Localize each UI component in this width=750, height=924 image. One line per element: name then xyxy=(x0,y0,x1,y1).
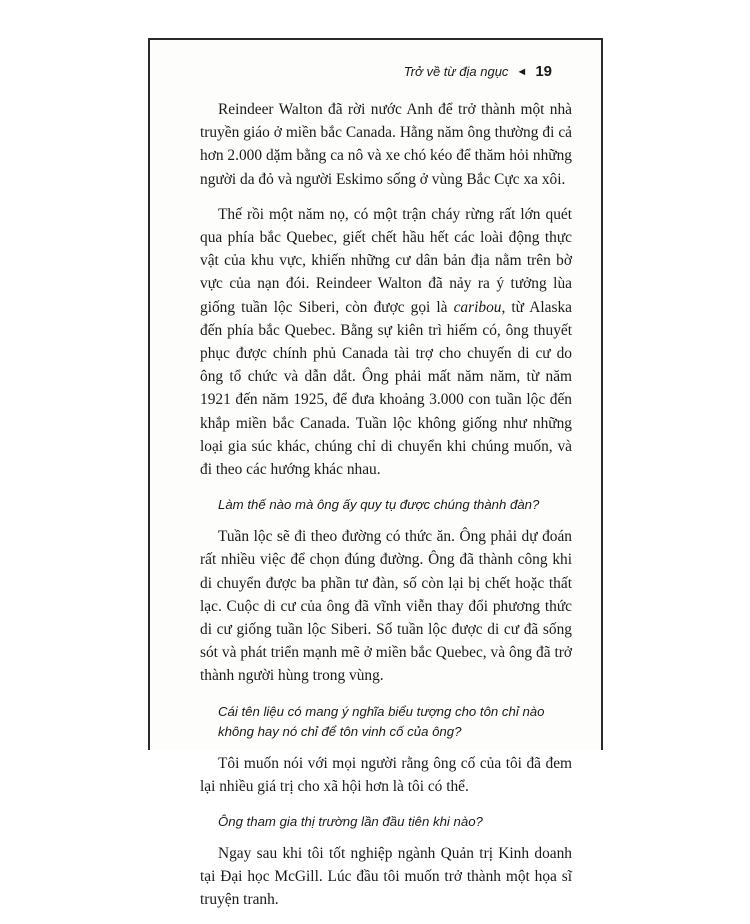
interview-question: Ông tham gia thị trường lần đầu tiên khi nào? xyxy=(218,814,483,830)
page-body xyxy=(200,98,572,924)
paragraph-text: Thế rồi một năm nọ, có một trận cháy rừng rất lớn quét qua phía bắc Quebec, giết chết hầu hết các loài động thực vật của khu vực, khiến những cư dân bản địa nằm trên bờ vực của nạn đói. Reindeer Walton đã nảy ra ý tưởng lùa giống tuần lộc Siberi, còn được gọi là xyxy=(200,205,572,316)
interview-answer: Tôi muốn nói với mọi người rằng ông cố của tôi đã đem lại nhiều giá trị cho xã hội hơn là tôi có thể. xyxy=(200,754,572,795)
paragraph: Reindeer Walton đã rời nước Anh để trở thành một nhà truyền giáo ở miền bắc Canada. Hằng năm ông thường đi cả hơn 2.000 dặm bằng ca nô và xe chó kéo để thăm hỏi những người da đỏ và người Eskimo sống ở vùng Bắc Cực xa xôi. xyxy=(200,101,572,188)
running-header xyxy=(404,63,552,80)
page-top-edge xyxy=(148,38,603,40)
interview-answer: Tuần lộc sẽ đi theo đường có thức ăn. Ông phải dự đoán rất nhiều việc để chọn đúng đường. Ông đã thành công khi di chuyển được ba phần tư đàn, số còn lại bị chết hoặc thất lạc. Cuộc di cư của ông đã vĩnh viễn thay đổi phương thức di cư giống tuần lộc Siberi. Số tuần lộc được di cư đã sống sót và phát triển mạnh mẽ ở miền bắc Quebec, và ông đã trở thành người hùng trong vùng. xyxy=(200,528,572,685)
interview-answer: Ngay sau khi tôi tốt nghiệp ngành Quản trị Kinh doanh tại Đại học McGill. Lúc đầu tôi muốn trở thành một họa sĩ truyện tranh. xyxy=(200,845,572,909)
interview-question: Làm thế nào mà ông ấy quy tụ được chúng thành đàn? xyxy=(218,497,540,513)
page-number: 19 xyxy=(535,63,552,80)
emphasis-term: caribou xyxy=(453,298,502,316)
paragraph-text: , từ Alaska đến phía bắc Quebec. Bằng sự kiên trì hiếm có, ông thuyết phục được chính phủ Canada tài trợ cho chuyến di cư do ông tổ chức và dẫn dắt. Ông phải mất năm năm, từ năm 1921 đến năm 1925, để đưa khoảng 3.000 con tuần lộc đến khắp miền bắc Canada. Tuần lộc không giống như những loại gia súc khác, chúng chỉ di chuyển khi chúng muốn, và đi theo các hướng khác nhau. xyxy=(200,298,572,479)
paragraph xyxy=(200,203,572,481)
chapter-title: Trở về từ địa ngục xyxy=(403,64,509,79)
page-left-edge xyxy=(148,38,150,750)
left-triangle-icon: ◄ xyxy=(516,65,528,78)
page-right-edge xyxy=(601,38,603,750)
interview-question: Cái tên liệu có mang ý nghĩa biểu tượng cho tôn chỉ nào không hay nó chỉ để tôn vinh cố của ông? xyxy=(218,703,545,739)
